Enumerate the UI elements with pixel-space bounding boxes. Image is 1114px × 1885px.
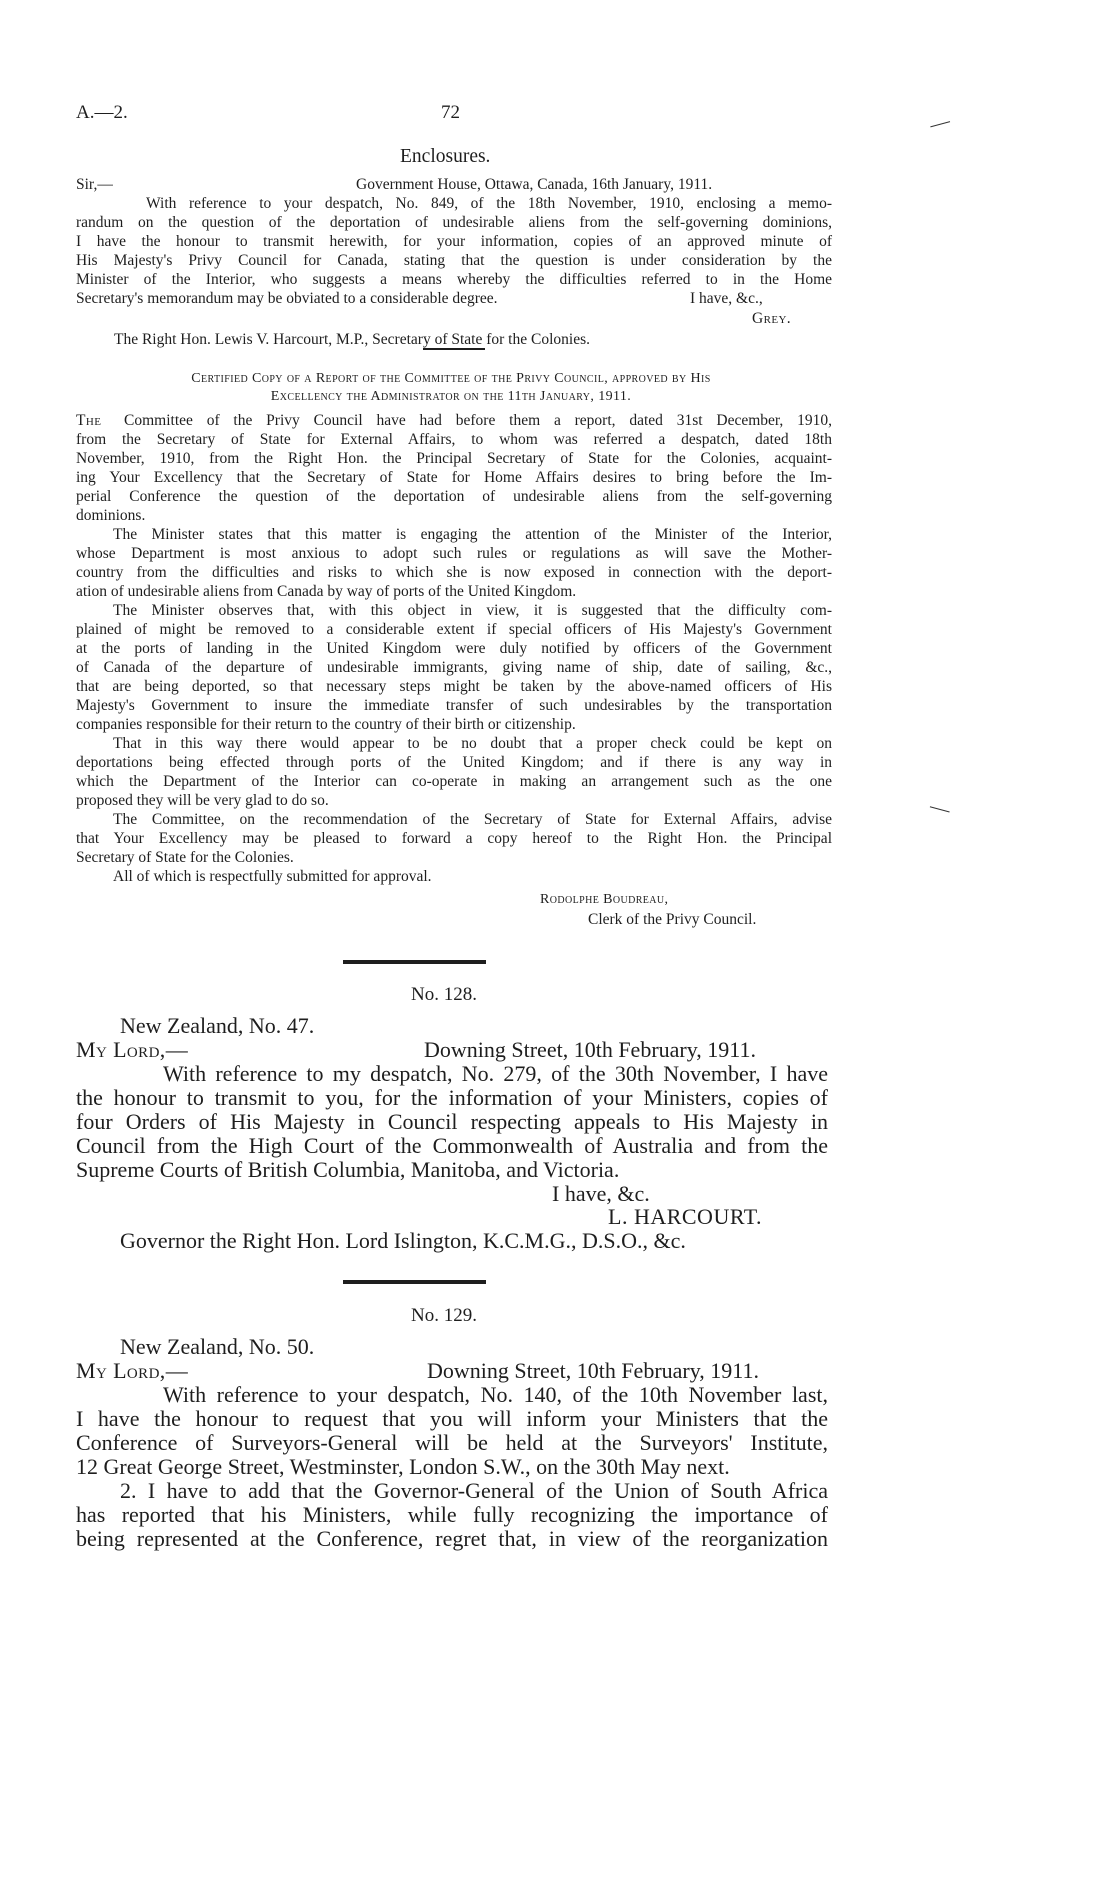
enclosure-line: With reference to your despatch, No. 849, of the 18th November, 1910, enclosing a memo- bbox=[146, 195, 832, 212]
report-line: dominions. bbox=[76, 507, 146, 524]
report-line: deportations being effected through ports of the United Kingdom; and if there is any way in bbox=[76, 754, 832, 771]
despatch-line: Supreme Courts of British Columbia, Manitoba, and Victoria. bbox=[76, 1157, 620, 1182]
report-line: which the Department of the Interior can co-operate in making an arrangement such as the one bbox=[76, 773, 832, 790]
despatch-line: 12 Great George Street, Westminster, London S.W., on the 30th May next. bbox=[76, 1454, 730, 1479]
report-line: country from the difficulties and risks to which she is now exposed in connection with the deport- bbox=[76, 564, 832, 581]
enclosure-signature: Grey. bbox=[752, 310, 792, 327]
report-title-line1: Certified Copy of a Report of the Committee of the Privy Council, approved by His bbox=[191, 371, 711, 386]
despatch-number: No. 128. bbox=[411, 984, 477, 1005]
despatch-signature: L. HARCOURT. bbox=[608, 1204, 762, 1229]
despatch-line: I have the honour to request that you will inform your Ministers that the bbox=[76, 1406, 828, 1431]
despatch-number: No. 129. bbox=[411, 1305, 477, 1326]
enclosure-address-date: Government House, Ottawa, Canada, 16th January, 1911. bbox=[356, 176, 713, 193]
report-line: All of which is respectfully submitted for approval. bbox=[113, 868, 432, 885]
report-line: of Canada of the departure of undesirable immigrants, giving name of ship, date of sailing, &c., bbox=[76, 659, 832, 676]
despatch-line: Conference of Surveyors-General will be held at the Surveyors' Institute, bbox=[76, 1430, 828, 1455]
report-line: companies responsible for their return to the country of their birth or citizenship. bbox=[76, 716, 576, 733]
report-first-line-rest: Committee of the Privy Council have had before them a report, dated 31st December, 1910, bbox=[124, 412, 832, 429]
salutation-text: My Lord,— bbox=[76, 1037, 189, 1062]
section-divider bbox=[343, 960, 486, 964]
enclosure-line: I have the honour to transmit herewith, for your information, copies of an approved minute of bbox=[76, 233, 832, 250]
report-line: perial Conference the question of the deportation of undesirable aliens from the self-governing bbox=[76, 488, 832, 505]
despatch-line: has reported that his Ministers, while fully recognizing the importance of bbox=[76, 1502, 828, 1527]
report-line: That in this way there would appear to be no doubt that a proper check could be kept on bbox=[113, 735, 832, 752]
report-line: at the ports of landing in the United Kingdom were duly notified by officers of the Government bbox=[76, 640, 832, 657]
report-line: proposed they will be very glad to do so. bbox=[76, 792, 329, 809]
report-line: plained of might be removed to a considerable extent if special officers of His Majesty's Government bbox=[76, 621, 832, 638]
report-signatory-title: Clerk of the Privy Council. bbox=[588, 911, 757, 928]
despatch-closing: I have, &c. bbox=[552, 1181, 650, 1206]
report-line: The Committee, on the recommendation of the Secretary of State for External Affairs, advise bbox=[113, 811, 832, 828]
margin-mark: — bbox=[927, 109, 953, 137]
report-line: November, 1910, from the Right Hon. the Principal Secretary of State for the Colonies, acquaint- bbox=[76, 450, 832, 467]
enclosure-closing: I have, &c., bbox=[690, 290, 763, 307]
report-line: that Your Excellency may be pleased to forward a copy hereof to the Right Hon. the Principal bbox=[76, 830, 832, 847]
despatch-line: 2. I have to add that the Governor-General of the Union of South Africa bbox=[120, 1478, 828, 1503]
despatch-reference: New Zealand, No. 50. bbox=[120, 1334, 315, 1359]
report-line: The Minister states that this matter is engaging the attention of the Minister of the Interior, bbox=[113, 526, 832, 543]
despatch-reference: New Zealand, No. 47. bbox=[120, 1013, 315, 1038]
enclosure-line: randum on the question of the deportation of undesirable aliens from the self-governing dominions, bbox=[76, 214, 832, 231]
report-line: Majesty's Government to insure the immediate transfer of such undesirables by the transportation bbox=[76, 697, 832, 714]
despatch-address-date: Downing Street, 10th February, 1911. bbox=[427, 1358, 759, 1383]
report-line: The Minister observes that, with this object in view, it is suggested that the difficulty com- bbox=[113, 602, 832, 619]
enclosures-heading: Enclosures. bbox=[400, 146, 491, 167]
report-line: ing Your Excellency that the Secretary of State for Home Affairs desires to bring before the Im- bbox=[76, 469, 832, 486]
report-line: whose Department is most anxious to adopt such rules or regulations as will save the Mother- bbox=[76, 545, 832, 562]
enclosure-salutation: Sir,— bbox=[76, 176, 113, 193]
section-divider bbox=[343, 1280, 486, 1284]
despatch-line: being represented at the Conference, regret that, in view of the reorganization bbox=[76, 1526, 828, 1551]
page-number: 72 bbox=[441, 102, 460, 123]
enclosure-line: Minister of the Interior, who suggests a means whereby the difficulties referred to in the Home bbox=[76, 271, 832, 288]
document-series: A.—2. bbox=[76, 102, 128, 123]
despatch-line: With reference to your despatch, No. 140, of the 10th November last, bbox=[163, 1382, 828, 1407]
report-line: that are being deported, so that necessary steps might be taken by the above-named officers of His bbox=[76, 678, 832, 695]
despatch-line: the honour to transmit to you, for the information of your Ministers, copies of bbox=[76, 1085, 828, 1110]
report-title-line2: Excellency the Administrator on the 11th January, 1911. bbox=[270, 389, 632, 404]
despatch-addressee: Governor the Right Hon. Lord Islington, K.C.M.G., D.S.O., &c. bbox=[120, 1228, 686, 1253]
report-line: from the Secretary of State for External Affairs, to whom was referred a despatch, dated 18th bbox=[76, 431, 832, 448]
enclosure-addressee: The Right Hon. Lewis V. Harcourt, M.P., Secretary of State for the Colonies. bbox=[114, 331, 590, 348]
report-line bbox=[76, 411, 832, 430]
margin-mark: — bbox=[927, 794, 953, 822]
despatch-salutation bbox=[76, 1036, 188, 1063]
salutation-text: My Lord,— bbox=[76, 1358, 189, 1383]
despatch-line: Council from the High Court of the Commonwealth of Australia and from the bbox=[76, 1133, 828, 1158]
short-divider bbox=[423, 348, 485, 350]
despatch-line: With reference to my despatch, No. 279, of the 30th November, I have bbox=[163, 1061, 828, 1086]
report-line: ation of undesirable aliens from Canada by way of ports of the United Kingdom. bbox=[76, 583, 577, 600]
report-lead-word: The bbox=[76, 412, 102, 429]
despatch-salutation bbox=[76, 1357, 188, 1384]
enclosure-line: His Majesty's Privy Council for Canada, stating that the question is under consideration by the bbox=[76, 252, 832, 269]
despatch-address-date: Downing Street, 10th February, 1911. bbox=[424, 1037, 756, 1062]
report-line: Secretary of State for the Colonies. bbox=[76, 849, 294, 866]
despatch-line: four Orders of His Majesty in Council respecting appeals to His Majesty in bbox=[76, 1109, 828, 1134]
report-signatory: Rodolphe Boudreau, bbox=[540, 892, 669, 907]
enclosure-line: Secretary's memorandum may be obviated to a considerable degree. bbox=[76, 290, 498, 307]
